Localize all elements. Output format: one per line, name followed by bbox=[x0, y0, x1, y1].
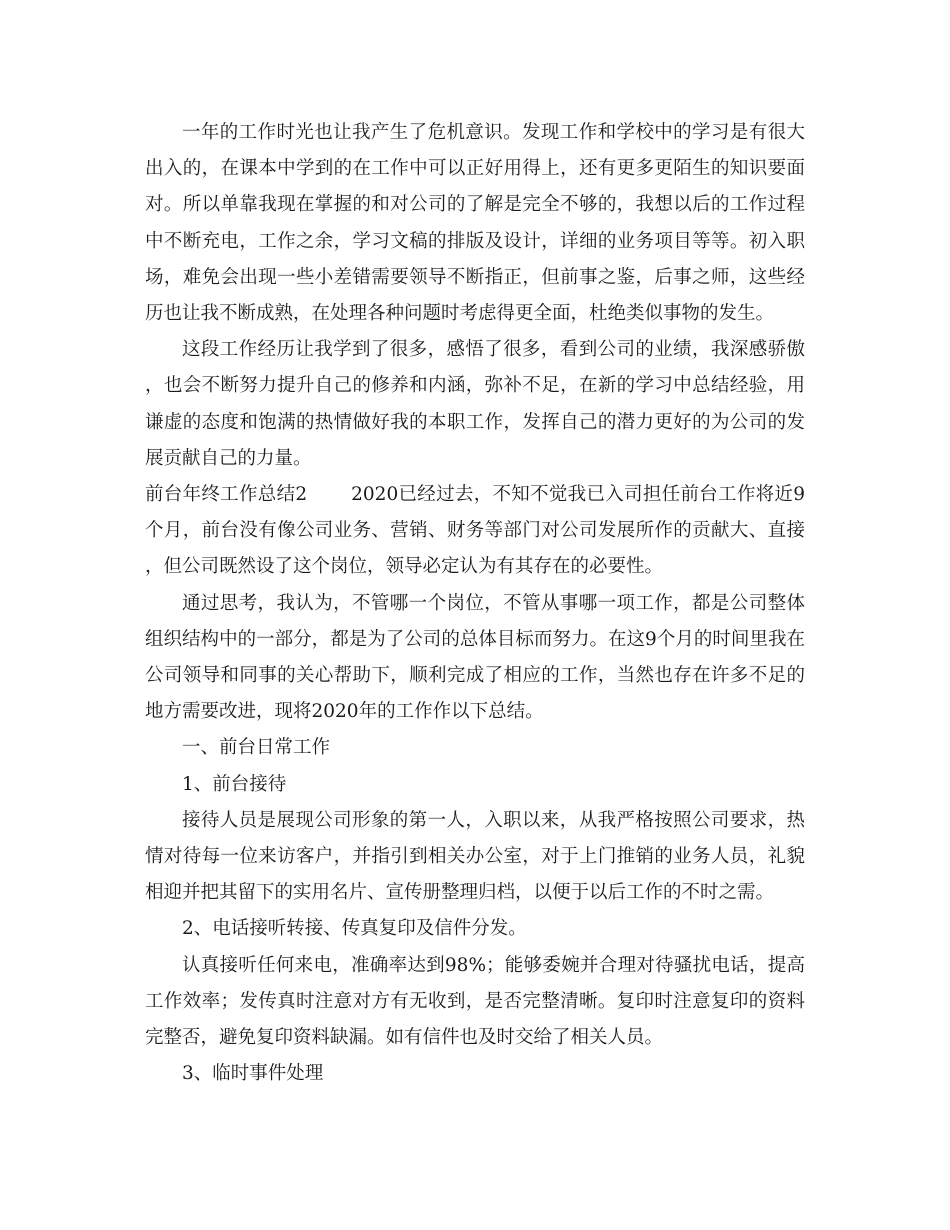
document-body bbox=[145, 115, 805, 1092]
paragraph-crisis-awareness: 一年的工作时光也让我产生了危机意识。发现工作和学校中的学习是有很大出入的，在课本中学到的在工作中可以正好用得上，还有更多更陌生的知识要面对。所以单靠我现在掌握的和对公司的了解是完全不够的，我想以后的工作过程中不断充电，工作之余，学习文稿的排版及设计，详细的业务项目等等。初入职场，难免会出现一些小差错需要领导不断指正，但前事之鉴，后事之师，这些经历也让我不断成熟，在处理各种问题时考虑得更全面，杜绝类似事物的发生。 bbox=[145, 122, 805, 325]
paragraph-thinking: 通过思考，我认为，不管哪一个岗位，不管从事哪一项工作，都是公司整体组织结构中的一部分，都是为了公司的总体目标而努力。在这9个月的时间里我在公司领导和同事的关心帮助下，顺利完成了相应的工作，当然也存在许多不足的地方需要改进，现将2020年的工作作以下总结。 bbox=[145, 592, 805, 723]
paragraph-work-experience: 这段工作经历让我学到了很多，感悟了很多，看到公司的业绩，我深感骄傲，也会不断努力提升自己的修养和内涵，弥补不足，在新的学习中总结经验，用谦虚的态度和饱满的热情做好我的本职工作，发挥自己的潜力更好的为公司的发展贡献自己的力量。 bbox=[145, 339, 805, 469]
section-intro-paragraph bbox=[145, 477, 805, 586]
paragraph-phone-fax-mail: 认真接听任何来电，准确率达到98%；能够委婉并合理对待骚扰电话，提高工作效率；发传真时注意对方有无收到，是否完整清晰。复印时注意复印的资料完整否，避免复印资料缺漏。如有信件也及时交给了相关人员。 bbox=[145, 954, 805, 1049]
heading-temporary-events: 3、临时事件处理 bbox=[182, 1063, 324, 1085]
section-heading: 前台年终工作总结2 bbox=[145, 484, 308, 506]
heading-daily-work: 一、前台日常工作 bbox=[182, 737, 331, 759]
heading-reception: 1、前台接待 bbox=[182, 773, 287, 795]
heading-phone-fax-mail: 2、电话接听转接、传真复印及信件分发。 bbox=[182, 918, 527, 940]
section-intro-text: 2020已经过去，不知不觉我已入司担任前台工作将近9个月，前台没有像公司业务、营销、财务等部门对公司发展所作的贡献大、直接，但公司既然设了这个岗位，领导必定认为有其存在的必要性。 bbox=[145, 484, 805, 578]
paragraph-reception: 接待人员是展现公司形象的第一人，入职以来，从我严格按照公司要求，热情对待每一位来访客户，并指引到相关办公室，对于上门推销的业务人员，礼貌相迎并把其留下的实用名片、宣传册整理归档，以便于以后工作的不时之需。 bbox=[145, 809, 805, 904]
